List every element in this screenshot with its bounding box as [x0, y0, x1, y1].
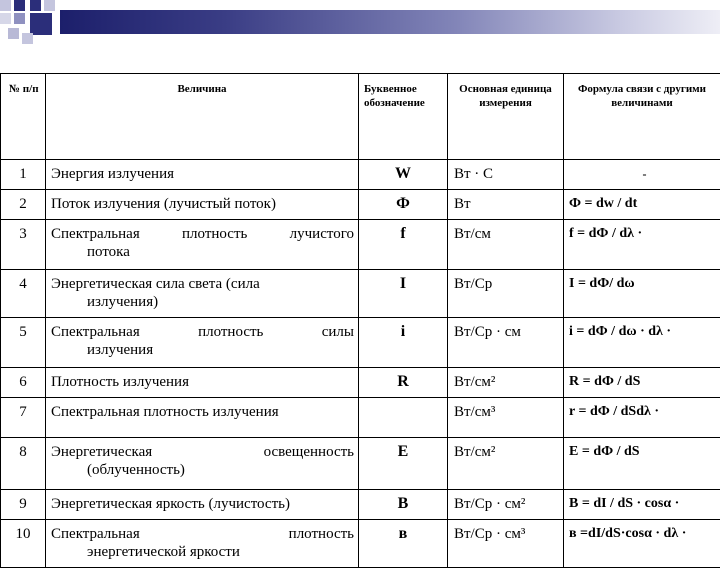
row-unit: Вт/см³ [448, 398, 564, 438]
row-formula: B = dI / dS · cosα · [564, 490, 720, 520]
row-num: 8 [1, 438, 46, 490]
row-formula: R = dФ / dS [564, 368, 720, 398]
table-row [1, 398, 720, 438]
row-formula: f = dФ / dλ · [564, 220, 720, 270]
name-word: Спектральная [51, 323, 140, 341]
table-row [1, 368, 720, 398]
row-name [46, 318, 359, 368]
row-symbol: i [359, 318, 448, 368]
row-name-line1: Энергетическая сила света (сила [51, 276, 260, 292]
name-word: плотность [198, 323, 263, 341]
table-row [1, 438, 720, 490]
name-word: лучистого [290, 225, 354, 243]
row-name [46, 270, 359, 318]
row-name [46, 520, 359, 568]
row-name-line1 [51, 225, 354, 243]
header-formula: Формула связи с другими величинами [564, 74, 720, 160]
row-symbol: W [359, 160, 448, 190]
row-name-line2: (облученность) [51, 461, 354, 479]
row-name: Энергетическая яркость (лучистость) [46, 490, 359, 520]
row-symbol [359, 398, 448, 438]
row-symbol: B [359, 490, 448, 520]
row-num: 4 [1, 270, 46, 318]
header-unit: Основная единица измерения [448, 74, 564, 160]
row-name: Плотность излучения [46, 368, 359, 398]
row-unit: Вт/см² [448, 368, 564, 398]
row-name-line2: излучения) [51, 293, 354, 311]
row-num: 1 [1, 160, 46, 190]
name-word: Спектральная [51, 225, 140, 243]
name-word: освещенность [264, 443, 354, 461]
row-name [46, 438, 359, 490]
row-name [46, 220, 359, 270]
row-symbol: f [359, 220, 448, 270]
row-num: 3 [1, 220, 46, 270]
table-row [1, 318, 720, 368]
name-word: Энергетическая [51, 443, 152, 461]
row-name-line1 [51, 525, 354, 543]
row-name-line1 [51, 443, 354, 461]
row-num: 7 [1, 398, 46, 438]
row-symbol: Ф [359, 190, 448, 220]
row-name: Поток излучения (лучистый поток) [46, 190, 359, 220]
decorative-squares [0, 0, 60, 46]
row-unit: Вт/Ср · см³ [448, 520, 564, 568]
row-num: 6 [1, 368, 46, 398]
row-num: 10 [1, 520, 46, 568]
row-num: 9 [1, 490, 46, 520]
row-unit: Вт/см² [448, 438, 564, 490]
table-row [1, 520, 720, 568]
name-word: плотность [182, 225, 247, 243]
table-row [1, 490, 720, 520]
row-symbol: E [359, 438, 448, 490]
table-row [1, 190, 720, 220]
row-num: 5 [1, 318, 46, 368]
row-symbol: R [359, 368, 448, 398]
row-unit: Вт/Ср · см [448, 318, 564, 368]
row-symbol: I [359, 270, 448, 318]
row-formula: i = dФ / dω · dλ · [564, 318, 720, 368]
header-num: № п/п [1, 74, 46, 160]
header-gradient-bar [60, 10, 720, 34]
row-unit: Вт/см [448, 220, 564, 270]
row-formula: I = dФ/ dω [564, 270, 720, 318]
radiation-quantities-table [0, 73, 720, 568]
row-unit: Вт [448, 190, 564, 220]
row-name: Энергия излучения [46, 160, 359, 190]
row-formula: Ф = dw / dt [564, 190, 720, 220]
row-num: 2 [1, 190, 46, 220]
table-header-row [1, 74, 720, 160]
quantities-table-container [0, 73, 720, 568]
name-word: плотность [289, 525, 354, 543]
row-symbol: в [359, 520, 448, 568]
row-unit: Вт/Ср [448, 270, 564, 318]
row-name: Спектральная плотность излучения [46, 398, 359, 438]
row-unit: Вт/Ср · см² [448, 490, 564, 520]
row-name-line2: излучения [51, 341, 354, 359]
table-row [1, 220, 720, 270]
row-name-line2: энергетической яркости [51, 543, 354, 561]
name-word: силы [322, 323, 354, 341]
table-row [1, 270, 720, 318]
row-formula: в =dI/dS·cosα · dλ · [564, 520, 720, 568]
row-formula: r = dФ / dSdλ · [564, 398, 720, 438]
row-unit: Вт · С [448, 160, 564, 190]
row-formula: E = dФ / dS [564, 438, 720, 490]
row-formula: - [564, 160, 720, 190]
name-word: Спектральная [51, 525, 140, 543]
header-name: Величина [46, 74, 359, 160]
table-row [1, 160, 720, 190]
header-symbol: Буквенное обозначение [359, 74, 448, 160]
row-name-line2: потока [51, 243, 354, 261]
row-name-line1 [51, 323, 354, 341]
